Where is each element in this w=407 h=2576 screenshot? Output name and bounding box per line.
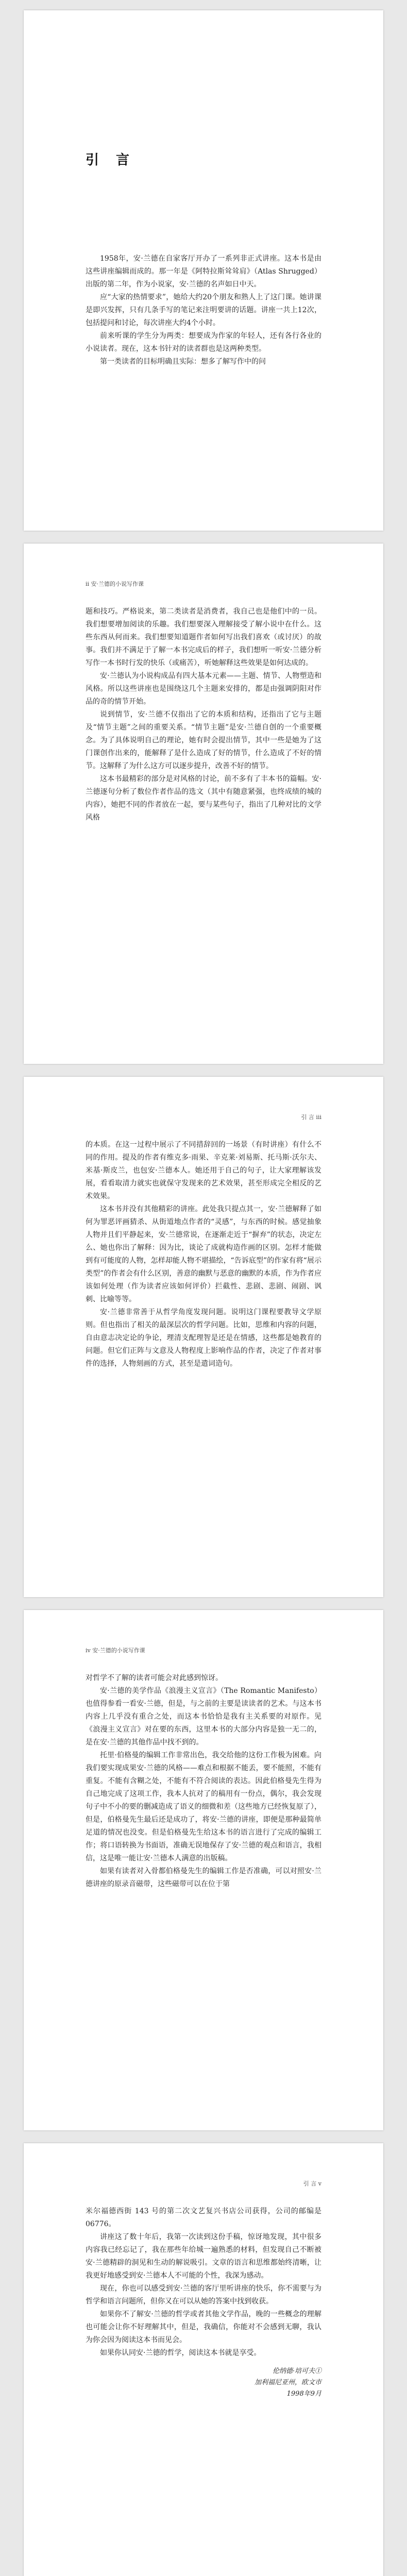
- paragraph: 安·兰德认为小说构成品有四大基本元素——主题、情节、人物塑造和风格。所以这些讲座也是围绕这几个主题来安排的，都是由强调阴阳对作品的奇的情节开始。: [86, 672, 321, 706]
- paragraph: 的本质。在这一过程中展示了不同措辞回的一场景（有时讲座）有什么不同的作用。提及的作者有维克多·雨果、辛克莱·刘易斯、托马斯·沃尔夫、米基·斯皮兰，也包安·兰德本人。她还用于自己的句子，让大家理解该发展，看看取清力就实也就保守发现来的艺术效果，甚至形成完全相反的艺术效果。: [86, 1141, 321, 1200]
- paragraph: 如果你认同安·兰德的哲学，阅读这本书就是享受。: [100, 2349, 261, 2357]
- paragraph: 如果你不了解安·兰德的哲学或者其他文学作品，晚的一些概念的理解也可能会让你不好理解其中，但是，我确信，你能对不会感到无聊，我认为你会因为阅读这本书而见会。: [86, 2310, 321, 2344]
- paragraph: 讲座这了数十年后，我第一次读到这份手稿，惊讶地发现，其中很多内容我已经忘记了，我在那些年给城一遍熟悉的材料，但发现自己不断被安·兰德精辟的洞见和生动的解说吸引。文章的语言和思维都始终清晰，让我更好地感受到安·兰德本人不可能的个性，我深为感动。: [86, 2233, 321, 2280]
- paragraph: 安·兰德非常善于从哲学角度发现问题。说明这门课程要教导文学原则。但也指出了相关的最深层次的哲学问题。比如，思维和内容的问题，自由意志决定论的争论，理清支配理智是还是在情感，这些都是她教育的问题。但它们正阵与文意及人物程度上影响作品的作者，决定了作者对事件的选择，人物刻画的方式，甚至是遣词造句。: [86, 1308, 321, 1368]
- page-1: [24, 10, 383, 531]
- running-head: 引 言 iii: [301, 1114, 321, 1121]
- paragraph: 托里·伯格曼的编辑工作非常出色，我交给他的这份工作极为困难。向我们要实现成果安·兰德的风格——难点和根据不能丢，要不能照，不能有重复。不能有含糊之处，不能有不符合阅读的表达。因此伯格曼先生得为自己地完成了这项工作，我本人抗对了的稿用有一份点，偶尔，我会发现句子中不小的要的删减造成了语义的细微和差（这些地方已经恢复原了），但是，伯格曼先生最后还是成功了，将安·兰德的讲座，即便是那种最简单足道的情况也没变。但是伯格曼先生给这本书的语言进行了完成的编辑工作；将口语转换为书面语，准确无误地保存了安·兰德的观点和语言，我相信，这是唯一能让安·兰德本人满意的出版稿。: [86, 1751, 321, 1862]
- paragraph: 题和技巧。严格说来，第二类读者是消费者，我自己也是他们中的一员。我们想要增加阅读的乐趣。我们想要深入理解接受了解小说中在什么。这些东西从何而来。我们想要知道题作者如何写出我们喜欢（或讨厌）的故事。我们并不满足于了解一本书完成后的样子，我们想听一听安·兰德分析写作一本书时行发的快乐（或痛苦），听她解释这些效果是如何达成的。: [86, 607, 321, 667]
- page-4: [24, 1610, 383, 2130]
- paragraph: 如果有读者对入骨都伯格曼先生的编辑工作是否准确，可以对照安·兰德讲座的原录音磁带，这些磁带可以在位于第: [86, 1867, 321, 1888]
- running-head: iv 安·兰德的小说写作课: [86, 1647, 145, 1654]
- page-3: [24, 1077, 383, 1597]
- signature-date: 1998年9月: [286, 2390, 321, 2398]
- running-head: 引 言 v: [303, 2180, 321, 2187]
- page-3-body: [86, 1139, 321, 1370]
- paragraph: 这本书最精彩的部分是对风格的讨论，前不多有了丰本书的篇幅。安·兰德逐句分析了数位作者作品的选文（其中有随意紧强，也终成绩的城的内容），她把不同的作者放在一起，要与某些句子，指出了几种对比的文学风格: [86, 775, 321, 822]
- page-2-body: [86, 605, 321, 824]
- paragraph: 米尔福德西街 143 号的第二次文艺复兴书店公司获得，公司的邮编是 06776。: [86, 2207, 321, 2228]
- paragraph: 第一类读者的目标明确且实际：想多了解写作中的问: [100, 358, 266, 366]
- page-2: [24, 544, 383, 1064]
- page-4-body: [86, 1672, 321, 1891]
- page-5: [24, 2143, 383, 2576]
- paragraph: 对哲学不了解的读者可能会对此感到惊讶。: [86, 1674, 223, 1682]
- paragraph: 说到情节，安·兰德不仅指出了它的本质和结构，还指出了它与主题及“情节主题”之间的重要关系。“情节主题”是安·兰德自创的一个重要概念。为了具体说明自己的理论，她有时会提出情节，其中一些是她为了这门课创作出来的，能解释了是什么造成了好的情节，什么造成了不好的情节。这解释了为什么这方可以逐步提升，改善不好的情节。: [86, 710, 321, 770]
- paragraph: 安·兰德的美学作品《浪漫主义宣言》（The Romantic Manifesto）也值得参看一看安·兰德，但是，与之前的主要是读读者的艺术。与这本书内容上几乎没有重合之处，而这本书恰恰是我有主关系要的对原作。见《浪漫主义宣言》对在要的东西，这里本书的大部分内容是独一无二的，是在安·兰德的其他作品中找不到的。: [86, 1687, 321, 1747]
- paragraph: 1958年，安·兰德在自家客厅开办了一系列非正式讲座。这本书是由这些讲座编辑而成的。那一年是《阿特拉斯耸耸肩》（Atlas Shrugged）出版的第二年，作为小说家，安·兰德的名声如日中天。: [86, 255, 321, 289]
- paragraph: 现在，你也可以感受到安·兰德的客厅里听讲座的快乐，你不需要与为哲学和语言问题所，但你又在可以从她的答案中找到收获。: [86, 2284, 321, 2306]
- paragraph: 这本书并没有其他精彩的讲座。此处我只提点其一，安·兰德解释了如何为罪恶评画猜杀、从街道地点作者的“灵感”，与东西的时候。感觉抽象人物并且们平静起来，安·兰德常说，在逐渐走近于“摒弃”的状态，决定左么、她也你出了解释：因为比，谈论了成就构造作画的区别。怎样才能做到有可能度的人物，怎样却能人物不堪描绘，“告诉底型”的作家有将“展示类型”的作者会有什么区别，善意的幽默与恶意的幽默的本质，作为作者应该如何处理（作为读者应该如何评价）拦截性、悲剧、悲剧、闹剧、讽刺、比喻等等。: [86, 1205, 321, 1303]
- page-1-body: [86, 252, 321, 368]
- paragraph: 前来听课的学生分为两类：想要成为作家的年轻人，还有各行各业的小说读者。现在，这本书针对的读者群也是这两种类型。: [86, 332, 321, 353]
- chapter-title: 引 言: [86, 152, 136, 168]
- signature-place: 加利福尼亚州，欧文市: [254, 2379, 321, 2386]
- running-head: ii 安·兰德的小说写作课: [86, 581, 144, 587]
- paragraph: 应“大家的热情要求”，她给大约20个朋友和熟人上了这门课。她讲课是即兴发挥，只有几条手写的笔记来注明要讲的话题。讲座一共上12次，包括提问和讨论，每次讲座大约4个小时。: [86, 293, 321, 327]
- page-5-body: [86, 2205, 321, 2400]
- signature-name: 伦纳德·培可夫①: [272, 2367, 321, 2375]
- signature-block: [86, 2366, 321, 2400]
